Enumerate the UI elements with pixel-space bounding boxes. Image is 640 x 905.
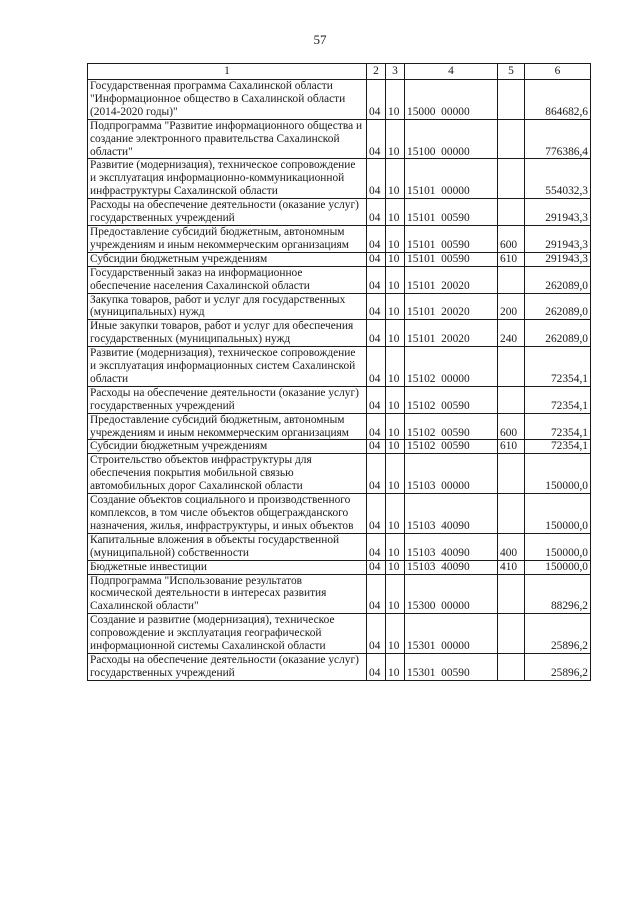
section-code: 04 [367, 494, 386, 534]
expense-type-code: 610 [498, 440, 525, 454]
subsection-code: 10 [386, 159, 405, 199]
expense-name: Строительство объектов инфраструктуры для обеспечения покрытия мобильной связью автомобильных дорог Сахалинской области [88, 454, 367, 494]
amount: 262089,0 [525, 266, 591, 293]
budget-table [87, 63, 591, 681]
expense-type-code: 200 [498, 293, 525, 320]
expense-name: Подпрограмма "Использование результатов космической деятельности в интересах развития Сахалинской области" [88, 574, 367, 614]
section-code: 04 [367, 413, 386, 440]
subsection-code: 10 [386, 199, 405, 226]
amount: 262089,0 [525, 320, 591, 347]
section-code: 04 [367, 614, 386, 654]
expense-name: Бюджетные инвестиции [88, 560, 367, 574]
subsection-code: 10 [386, 320, 405, 347]
expense-type-code [498, 494, 525, 534]
section-code: 04 [367, 119, 386, 159]
expense-name: Расходы на обеспечение деятельности (оказание услуг) государственных учреждений [88, 199, 367, 226]
target-article-code: 15103 40090 [405, 533, 498, 560]
expense-name: Закупка товаров, работ и услуг для государственных (муниципальных) нужд [88, 293, 367, 320]
expense-type-code [498, 266, 525, 293]
subsection-code: 10 [386, 574, 405, 614]
expense-name: Создание и развитие (модернизация), техническое сопровождение и эксплуатация географической информационной системы Сахалинской области [88, 614, 367, 654]
expense-name: Государственный заказ на информационное обеспечение населения Сахалинской области [88, 266, 367, 293]
amount: 72354,1 [525, 413, 591, 440]
table-row [88, 320, 591, 347]
subsection-code: 10 [386, 560, 405, 574]
target-article-code: 15101 20020 [405, 266, 498, 293]
section-code: 04 [367, 440, 386, 454]
expense-type-code: 600 [498, 225, 525, 252]
expense-name: Предоставление субсидий бюджетным, автономным учреждениям и иным некоммерческим организациям [88, 413, 367, 440]
section-code: 04 [367, 386, 386, 413]
subsection-code: 10 [386, 413, 405, 440]
section-code: 04 [367, 347, 386, 387]
section-code: 04 [367, 199, 386, 226]
expense-name: Предоставление субсидий бюджетным, автономным учреждениям и иным некоммерческим организациям [88, 225, 367, 252]
table-row [88, 413, 591, 440]
expense-name: Расходы на обеспечение деятельности (оказание услуг) государственных учреждений [88, 386, 367, 413]
target-article-code: 15101 20020 [405, 293, 498, 320]
table-row [88, 533, 591, 560]
table-row [88, 225, 591, 252]
section-code: 04 [367, 533, 386, 560]
amount: 150000,0 [525, 533, 591, 560]
column-header: 2 [367, 64, 386, 80]
target-article-code: 15301 00590 [405, 653, 498, 680]
target-article-code: 15101 00590 [405, 225, 498, 252]
amount: 72354,1 [525, 386, 591, 413]
table-row [88, 494, 591, 534]
expense-type-code [498, 454, 525, 494]
expense-type-code [498, 347, 525, 387]
expense-type-code: 600 [498, 413, 525, 440]
table-row [88, 614, 591, 654]
section-code: 04 [367, 560, 386, 574]
target-article-code: 15301 00000 [405, 614, 498, 654]
amount: 291943,3 [525, 225, 591, 252]
amount: 291943,3 [525, 199, 591, 226]
table-row [88, 199, 591, 226]
target-article-code: 15300 00000 [405, 574, 498, 614]
section-code: 04 [367, 159, 386, 199]
target-article-code: 15102 00000 [405, 347, 498, 387]
subsection-code: 10 [386, 347, 405, 387]
expense-type-code [498, 653, 525, 680]
table-row [88, 347, 591, 387]
target-article-code: 15103 40090 [405, 494, 498, 534]
section-code: 04 [367, 320, 386, 347]
expense-name: Иные закупки товаров, работ и услуг для обеспечения государственных (муниципальных) нужд [88, 320, 367, 347]
table-header-row [88, 64, 591, 80]
amount: 776386,4 [525, 119, 591, 159]
subsection-code: 10 [386, 614, 405, 654]
section-code: 04 [367, 574, 386, 614]
subsection-code: 10 [386, 454, 405, 494]
amount: 150000,0 [525, 494, 591, 534]
amount: 25896,2 [525, 653, 591, 680]
page-number: 57 [313, 32, 327, 47]
expense-type-code: 610 [498, 252, 525, 266]
expense-name: Подпрограмма "Развитие информационного общества и создание электронного правительства Сахалинской области" [88, 119, 367, 159]
amount: 72354,1 [525, 440, 591, 454]
expense-type-code [498, 199, 525, 226]
target-article-code: 15102 00590 [405, 413, 498, 440]
table-row [88, 560, 591, 574]
amount: 150000,0 [525, 560, 591, 574]
subsection-code: 10 [386, 80, 405, 120]
table-row [88, 80, 591, 120]
amount: 262089,0 [525, 293, 591, 320]
target-article-code: 15101 20020 [405, 320, 498, 347]
section-code: 04 [367, 225, 386, 252]
table-row [88, 252, 591, 266]
table-row [88, 574, 591, 614]
subsection-code: 10 [386, 440, 405, 454]
amount: 291943,3 [525, 252, 591, 266]
expense-type-code: 400 [498, 533, 525, 560]
expense-name: Субсидии бюджетным учреждениям [88, 440, 367, 454]
expense-name: Развитие (модернизация), техническое сопровождение и эксплуатация информационных систем Сахалинской области [88, 347, 367, 387]
column-header: 4 [405, 64, 498, 80]
subsection-code: 10 [386, 653, 405, 680]
target-article-code: 15103 40090 [405, 560, 498, 574]
expense-name: Государственная программа Сахалинской области "Информационное общество в Сахалинской области (2014-2020 годы)" [88, 80, 367, 120]
expense-type-code [498, 119, 525, 159]
table-row [88, 440, 591, 454]
subsection-code: 10 [386, 386, 405, 413]
section-code: 04 [367, 252, 386, 266]
subsection-code: 10 [386, 225, 405, 252]
amount: 864682,6 [525, 80, 591, 120]
expense-name: Создание объектов социального и производственного комплексов, в том числе объектов общегражданского назначения, жилья, инфраструктуры, и иных объектов [88, 494, 367, 534]
amount: 150000,0 [525, 454, 591, 494]
table-row [88, 119, 591, 159]
target-article-code: 15102 00590 [405, 386, 498, 413]
table-row [88, 266, 591, 293]
section-code: 04 [367, 80, 386, 120]
expense-type-code: 240 [498, 320, 525, 347]
table-row [88, 293, 591, 320]
expense-type-code [498, 386, 525, 413]
target-article-code: 15102 00590 [405, 440, 498, 454]
expense-name: Капитальные вложения в объекты государственной (муниципальной) собственности [88, 533, 367, 560]
subsection-code: 10 [386, 119, 405, 159]
expense-name: Субсидии бюджетным учреждениям [88, 252, 367, 266]
expense-type-code [498, 80, 525, 120]
table-row [88, 159, 591, 199]
target-article-code: 15000 00000 [405, 80, 498, 120]
subsection-code: 10 [386, 266, 405, 293]
section-code: 04 [367, 266, 386, 293]
table-row [88, 454, 591, 494]
amount: 72354,1 [525, 347, 591, 387]
target-article-code: 15100 00000 [405, 119, 498, 159]
column-header: 3 [386, 64, 405, 80]
subsection-code: 10 [386, 252, 405, 266]
column-header: 5 [498, 64, 525, 80]
section-code: 04 [367, 653, 386, 680]
target-article-code: 15101 00590 [405, 252, 498, 266]
expense-name: Развитие (модернизация), техническое сопровождение и эксплуатация информационно-коммуникационной инфраструктуры Сахалинской области [88, 159, 367, 199]
subsection-code: 10 [386, 293, 405, 320]
expense-type-code [498, 159, 525, 199]
expense-type-code: 410 [498, 560, 525, 574]
target-article-code: 15101 00000 [405, 159, 498, 199]
target-article-code: 15101 00590 [405, 199, 498, 226]
table-row [88, 386, 591, 413]
expense-type-code [498, 574, 525, 614]
expense-type-code [498, 614, 525, 654]
column-header: 1 [88, 64, 367, 80]
section-code: 04 [367, 293, 386, 320]
amount: 554032,3 [525, 159, 591, 199]
table-row [88, 653, 591, 680]
section-code: 04 [367, 454, 386, 494]
target-article-code: 15103 00000 [405, 454, 498, 494]
subsection-code: 10 [386, 533, 405, 560]
column-header: 6 [525, 64, 591, 80]
amount: 25896,2 [525, 614, 591, 654]
amount: 88296,2 [525, 574, 591, 614]
expense-name: Расходы на обеспечение деятельности (оказание услуг) государственных учреждений [88, 653, 367, 680]
subsection-code: 10 [386, 494, 405, 534]
